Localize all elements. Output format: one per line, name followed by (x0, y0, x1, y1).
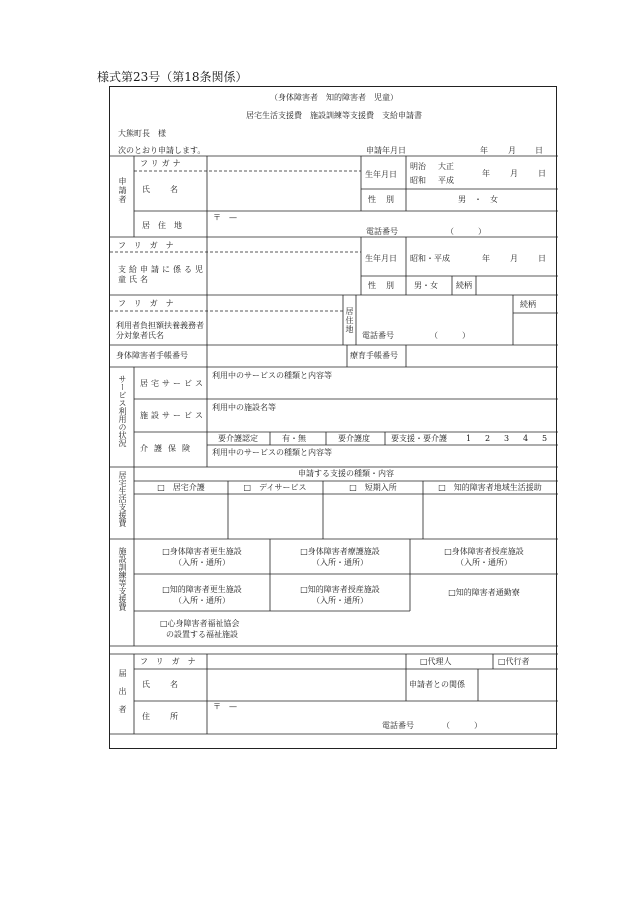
group-living-option[interactable]: □ 知的障害者地域生活援助 (438, 483, 542, 492)
era-taisho[interactable]: 大正 (438, 162, 454, 171)
submitter-phone-label: 電話番号 (382, 721, 414, 730)
child-furigana-label: フリガナ (118, 241, 182, 250)
birth-unit-month: 月 (510, 169, 518, 178)
home-care-option[interactable]: □ 居宅介護 (157, 483, 205, 492)
applicant-birth-label: 生年月日 (365, 170, 397, 179)
addressee: 大熊町長 様 (118, 129, 166, 138)
submitter-name-label: 氏名 (142, 680, 198, 689)
submitter-section-label: 届出者 (118, 669, 127, 723)
facility-option-3[interactable]: □身体障害者授産施設 (444, 547, 524, 556)
child-gender-value[interactable]: 男・女 (414, 281, 438, 290)
date-unit-year: 年 (480, 146, 488, 155)
child-birth-day: 日 (538, 254, 546, 263)
home-service-label: 居宅サービス (140, 379, 206, 388)
era-showa[interactable]: 昭和 (410, 176, 426, 185)
applicant-section-label: 申請者 (118, 177, 127, 204)
birth-unit-year: 年 (482, 169, 490, 178)
submitter-address-label: 住所 (142, 712, 198, 721)
care-insurance-label: 介護保険 (140, 444, 196, 453)
facility-option-4[interactable]: □知的障害者更生施設 (162, 585, 242, 594)
agent-option[interactable]: □代理人 (420, 657, 452, 666)
care-service-note: 利用中のサービスの種類と内容等 (212, 448, 332, 457)
dependent-name-label: 利用者負担額扶養義務者分対象者氏名 (116, 321, 204, 340)
era-meiji[interactable]: 明治 (410, 162, 426, 171)
date-unit-day: 日 (535, 146, 543, 155)
care-cert-value[interactable]: 有・無 (282, 434, 306, 443)
form-number: 様式第23号（第18条関係） (97, 70, 248, 84)
service-status-label: サービス利用の状況 (118, 375, 127, 447)
day-service-option[interactable]: □ デイサービス (243, 483, 307, 492)
form-title: 居宅生活支援費 施設訓練等支援費 支給申請書 (246, 111, 422, 120)
facility-option-5-sub[interactable]: （入所・通所） (312, 596, 368, 605)
care-level-5[interactable]: 5 (542, 434, 548, 443)
child-era-value[interactable]: 昭和・平成 (410, 254, 450, 263)
care-level-value[interactable]: 要支援・要介護 (391, 434, 447, 443)
date-unit-month: 月 (508, 146, 516, 155)
applicant-name-label: 氏名 (142, 185, 198, 194)
birth-unit-day: 日 (538, 169, 546, 178)
child-relationship-label: 続柄 (456, 281, 472, 290)
care-cert-label: 要介護認定 (218, 434, 258, 443)
submitter-relationship-label: 申請者との関係 (409, 680, 465, 689)
facility-option-4-sub[interactable]: （入所・通所） (174, 596, 230, 605)
application-form (109, 86, 557, 749)
dependent-phone-parens[interactable]: （ ） (430, 331, 470, 340)
proxy-option[interactable]: □代行者 (498, 657, 530, 666)
facility-support-label: 施設訓練等支援費 (118, 547, 127, 611)
facility-option-1-sub[interactable]: （入所・通所） (174, 558, 230, 567)
facility-service-label: 施設サービス (140, 411, 206, 420)
home-support-label: 居宅生活支援費 (118, 471, 127, 527)
submitter-phone-parens[interactable]: （ ） (442, 721, 482, 730)
care-level-2[interactable]: 2 (485, 434, 491, 443)
facility-option-6[interactable]: □知的障害者通勤寮 (448, 588, 520, 597)
care-level-1[interactable]: 1 (466, 434, 472, 443)
child-birth-label: 生年月日 (365, 254, 397, 263)
home-support-type-header: 申請する支援の種類・内容 (298, 469, 394, 478)
applicant-gender-label: 性別 (368, 195, 404, 204)
applicant-postal[interactable]: 〒 — (213, 213, 237, 222)
category-line: （身体障害者 知的障害者 児童） (270, 93, 398, 102)
applicant-address-label: 居住地 (142, 221, 190, 230)
applicant-furigana-label: フリガナ (140, 159, 184, 168)
care-level-3[interactable]: 3 (504, 434, 510, 443)
home-service-note: 利用中のサービスの種類と内容等 (212, 371, 332, 380)
facility-option-2-sub[interactable]: （入所・通所） (312, 558, 368, 567)
rehab-handbook-label: 療育手帳番号 (350, 351, 398, 360)
request-text: 次のとおり申請します。 (118, 146, 206, 155)
facility-option-3-sub[interactable]: （入所・通所） (456, 558, 512, 567)
dependent-phone-label: 電話番号 (362, 331, 394, 340)
facility-service-note: 利用中の施設名等 (212, 403, 276, 412)
facility-option-7[interactable]: □心身障害者福祉協会 (160, 619, 240, 628)
application-date-label: 申請年月日 (366, 146, 406, 155)
submitter-postal[interactable]: 〒 — (213, 702, 237, 711)
dependent-address-label: 居住地 (345, 307, 354, 334)
facility-option-7-sub[interactable]: の設置する福祉施設 (166, 630, 238, 639)
facility-option-5[interactable]: □知的障害者授産施設 (300, 585, 380, 594)
facility-option-1[interactable]: □身体障害者更生施設 (162, 547, 242, 556)
child-birth-year: 年 (482, 254, 490, 263)
facility-option-2[interactable]: □身体障害者療護施設 (300, 547, 380, 556)
short-stay-option[interactable]: □ 短期入所 (349, 483, 397, 492)
care-level-label: 要介護度 (338, 434, 370, 443)
applicant-phone-parens[interactable]: （ ） (446, 227, 486, 236)
child-gender-label: 性別 (368, 281, 404, 290)
child-name-label: 支給申請に係る児童氏名 (118, 265, 206, 284)
applicant-phone-label: 電話番号 (366, 227, 398, 236)
dependent-furigana-label: フリガナ (118, 299, 182, 308)
care-level-4[interactable]: 4 (523, 434, 529, 443)
dependent-relationship-label: 続柄 (520, 300, 536, 309)
child-birth-month: 月 (510, 254, 518, 263)
applicant-gender-value[interactable]: 男 ・ 女 (458, 195, 498, 204)
era-heisei[interactable]: 平成 (438, 176, 454, 185)
submitter-furigana-label: フリガナ (140, 657, 204, 666)
physical-handbook-label: 身体障害者手帳番号 (116, 351, 188, 360)
